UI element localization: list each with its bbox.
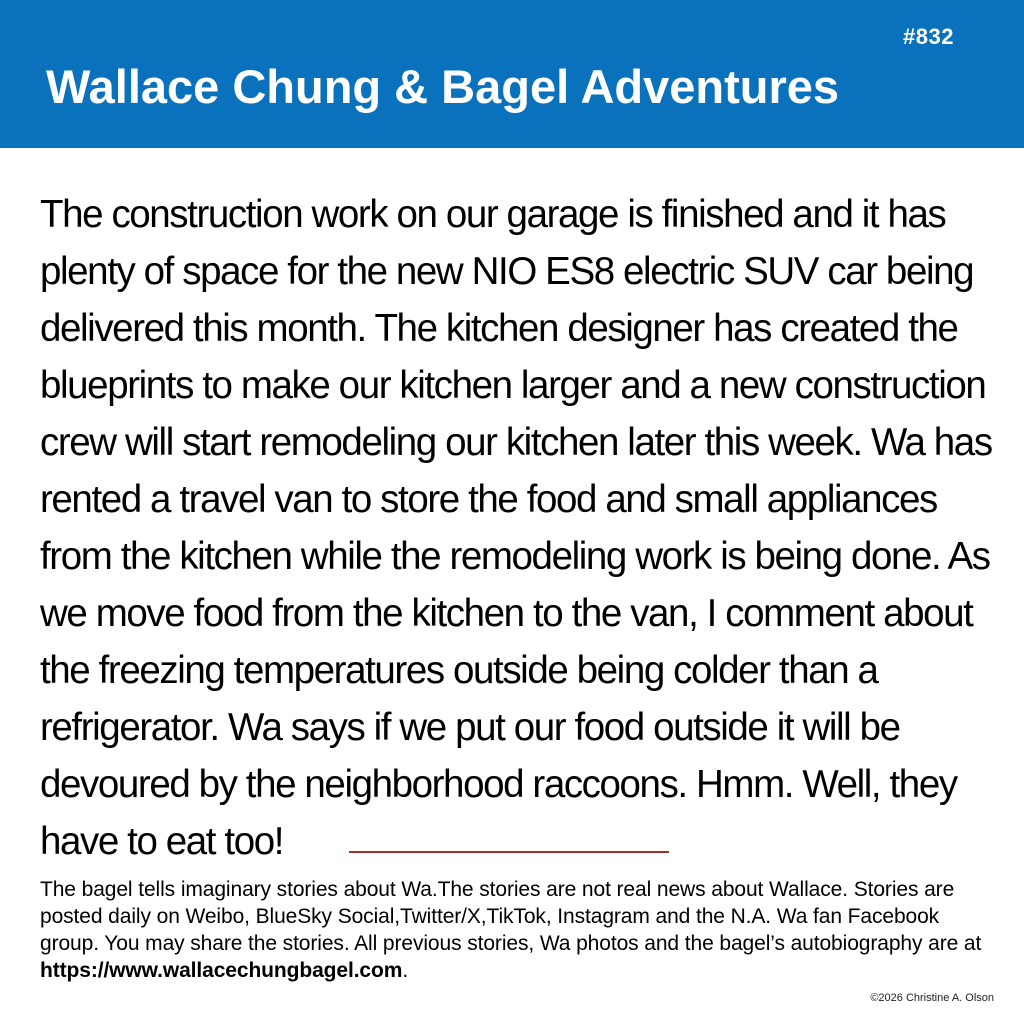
divider-line <box>349 851 669 853</box>
header-banner <box>0 0 1024 148</box>
website-link[interactable]: https://www.wallacechungbagel.com <box>40 959 403 982</box>
story-body <box>40 186 1002 870</box>
page-title: Wallace Chung & Bagel Adventures <box>46 60 840 113</box>
footer-note <box>40 876 1000 984</box>
story-paragraph: The construction work on our garage is finished and it has plenty of space for the new NIO ES8 electric SUV car being delivered this month. The kitchen designer has created the blueprints to make our kitchen larger and a new construction crew will start remodeling our kitchen later this week. Wa has rented a travel van to store the food and small appliances from the kitchen while the remodeling work is being done. As we move food from the kitchen to the van, I comment about the freezing temperatures outside being colder than a refrigerator. Wa says if we put our food outside it will be devoured by the neighborhood raccoons. Hmm. Well, they have to eat too! <box>40 193 992 863</box>
footer-text: The bagel tells imaginary stories about Wa.The stories are not real news about Wallace. Stories are posted daily on Weibo, BlueSky Social,Twitter/X,TikTok, Instagram and the N.A. Wa fan Facebook group. You may share the stories. All previous stories, Wa photos and the bagel’s autobiography are at <box>40 878 982 955</box>
copyright-notice: ©2026 Christine A. Olson <box>870 992 994 1004</box>
episode-number: #832 <box>903 24 954 49</box>
footer-period: . <box>402 959 409 982</box>
